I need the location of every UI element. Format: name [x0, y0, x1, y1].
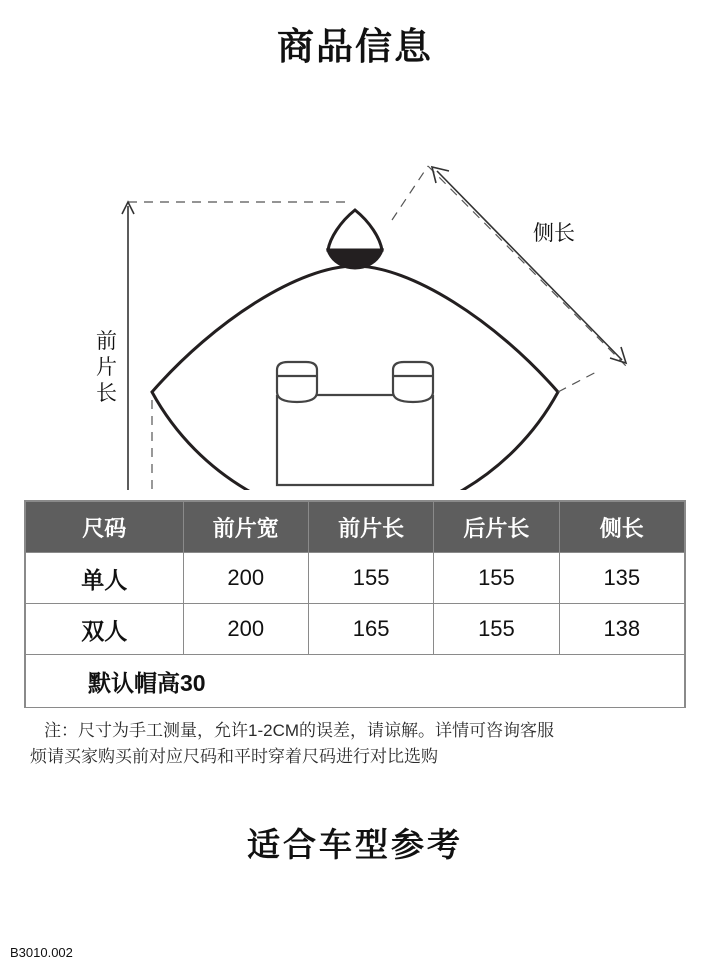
size-table-body: [26, 553, 685, 708]
cell-front-width-single: 200: [183, 553, 308, 604]
cell-front-width-double: 200: [183, 604, 308, 655]
th-front-length: 前片长: [308, 502, 433, 553]
cell-back-length-single: 155: [434, 553, 559, 604]
label-front-length-1: 前: [96, 330, 117, 353]
note-line-1: 注：尺寸为手工测量，允许1-2CM的误差，请谅解。详情可咨询客服: [44, 721, 555, 740]
cell-front-length-single: 155: [308, 553, 433, 604]
page-title: 商品信息: [277, 26, 433, 67]
table-row-note: [26, 655, 685, 708]
cell-side-length-single: 135: [559, 553, 684, 604]
th-back-length: 后片长: [434, 502, 559, 553]
label-front-length-2: 片: [96, 356, 117, 379]
th-size: 尺码: [26, 502, 184, 553]
cell-front-length-double: 165: [308, 604, 433, 655]
label-front-length-3: 长: [96, 382, 117, 405]
cell-default-hood-height: 默认帽高30: [26, 655, 685, 708]
table-row: [26, 604, 685, 655]
raincoat-diagram: [0, 70, 710, 490]
label-side-length: 侧长: [533, 222, 575, 245]
table-header-row: [26, 502, 685, 553]
size-table-container: [24, 500, 686, 708]
table-row: [26, 553, 685, 604]
product-code: B3010.002: [10, 945, 73, 960]
size-table-head: [26, 502, 685, 553]
cell-size-double: 双人: [26, 604, 184, 655]
cell-size-single: 单人: [26, 553, 184, 604]
note-line-2: 烦请买家购买前对应尺码和平时穿着尺码进行对比选购: [30, 747, 438, 767]
section-subtitle: 适合车型参考: [247, 825, 463, 863]
cell-back-length-double: 155: [434, 604, 559, 655]
measurement-note: [30, 718, 680, 771]
size-table: [25, 501, 685, 708]
th-front-width: 前片宽: [183, 502, 308, 553]
raincoat-svg: [0, 70, 710, 490]
poncho-shape: [152, 210, 558, 490]
th-side-length: 侧长: [559, 502, 684, 553]
cell-side-length-double: 138: [559, 604, 684, 655]
